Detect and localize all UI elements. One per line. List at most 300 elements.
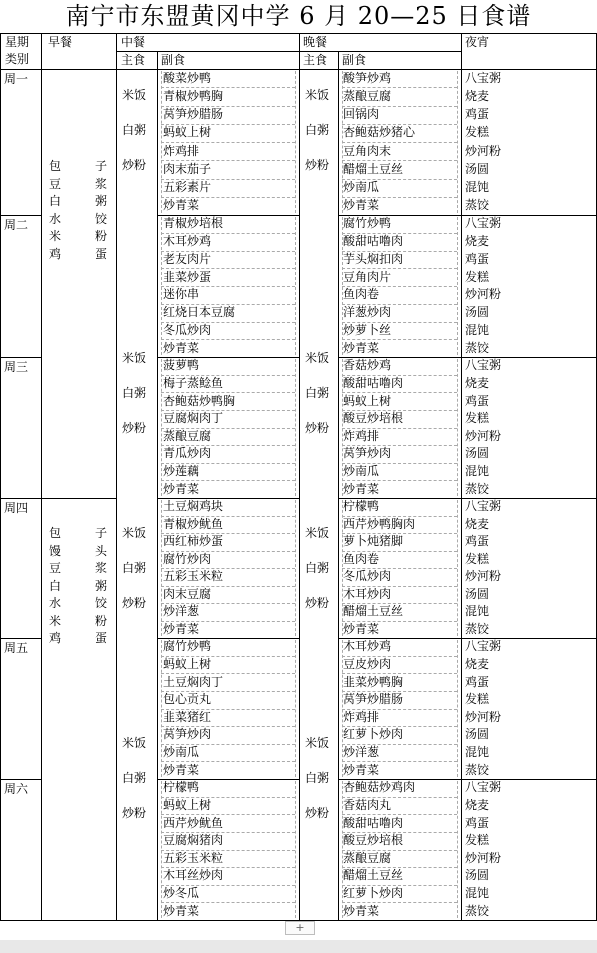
night-snack: 发糕 <box>465 833 490 848</box>
night-snack: 炒河粉 <box>465 850 502 865</box>
lunch-staple: 白粥 <box>122 771 147 785</box>
dinner-dish: 红萝卜炒肉 <box>343 886 404 901</box>
breakfast-item-char: 子 <box>95 159 108 173</box>
cell-divider <box>161 160 295 161</box>
dinner-dish: 炒洋葱 <box>343 745 380 760</box>
dinner-dish: 蒸酿豆腐 <box>343 88 392 103</box>
dinner-staple: 米饭 <box>305 736 330 750</box>
day-label: 周五 <box>4 641 29 655</box>
cell-divider <box>457 640 458 777</box>
table-left-border <box>0 33 1 920</box>
cell-divider <box>161 814 295 815</box>
cell-divider <box>161 709 295 710</box>
night-snack: 炒河粉 <box>465 569 502 584</box>
cell-divider <box>457 781 458 918</box>
dinner-dish: 炒青菜 <box>343 481 380 496</box>
lunch-dish: 腐竹炒肉 <box>163 551 212 566</box>
dinner-dish: 豆角肉末 <box>343 143 392 158</box>
cell-divider <box>342 586 457 587</box>
lunch-dish: 韭菜炒蛋 <box>163 269 212 284</box>
add-sheet-button[interactable]: + <box>285 921 315 935</box>
breakfast-item-char: 水 <box>49 596 62 610</box>
breakfast-item-char: 豆 <box>49 176 62 191</box>
cell-divider <box>342 640 343 777</box>
night-snack: 烧麦 <box>465 234 490 249</box>
cell-divider <box>161 142 295 143</box>
dinner-staple: 米饭 <box>305 526 330 540</box>
cell-divider <box>161 850 295 851</box>
night-snack: 八宝粥 <box>465 70 502 85</box>
breakfast-item-char: 饺 <box>95 596 108 610</box>
lunch-dish: 炒莲藕 <box>163 464 200 479</box>
day-separator <box>0 357 41 358</box>
lunch-dish: 杏鲍菇炒鸭胸 <box>163 393 236 408</box>
header-dinner-side: 副食 <box>342 53 367 67</box>
cell-divider <box>342 500 343 636</box>
dinner-dish: 蚂蚁上树 <box>343 393 392 408</box>
cell-divider <box>342 516 457 517</box>
cell-divider <box>342 568 457 569</box>
cell-divider <box>161 673 295 674</box>
cell-divider <box>161 726 295 727</box>
breakfast-item-char: 粥 <box>95 194 108 208</box>
breakfast-item-char: 包 <box>49 526 62 540</box>
cell-divider <box>342 410 457 411</box>
lunch-staple: 米饭 <box>122 736 147 750</box>
breakfast-item-char: 白 <box>49 578 62 593</box>
lunch-staple: 白粥 <box>122 561 147 575</box>
night-snack: 发糕 <box>465 551 490 566</box>
cell-divider <box>342 124 457 125</box>
cell-divider <box>161 251 295 252</box>
lunch-dish: 莴笋炒肉 <box>163 727 212 742</box>
cell-divider <box>342 322 457 323</box>
dinner-dish: 莴笋炒肉 <box>343 446 392 461</box>
cell-divider <box>161 797 295 798</box>
dinner-staple: 白粥 <box>305 771 330 785</box>
lunch-dish: 韭菜猪红 <box>163 709 212 724</box>
cell-divider <box>342 744 457 745</box>
breakfast-item-char: 馒 <box>49 543 62 558</box>
night-snack: 混饨 <box>465 322 490 337</box>
col-dinner-side-left <box>338 51 339 920</box>
lunch-dish: 青椒炒培根 <box>163 216 224 231</box>
night-snack: 发糕 <box>465 411 490 426</box>
header-breakfast: 早餐 <box>48 35 73 49</box>
cell-divider <box>342 797 457 798</box>
night-snack: 蒸饺 <box>465 621 490 636</box>
dinner-dish: 西芹炒鸭胸肉 <box>343 516 416 531</box>
breakfast-item-char: 蛋 <box>95 246 108 261</box>
night-snack: 蒸饺 <box>465 340 490 355</box>
lunch-dish: 菠萝鸭 <box>163 358 200 373</box>
cell-divider <box>342 621 457 622</box>
night-snack: 炒河粉 <box>465 709 502 724</box>
night-snack: 炒河粉 <box>465 428 502 443</box>
cell-divider <box>161 516 295 517</box>
breakfast-item-char: 米 <box>49 613 62 628</box>
dinner-dish: 萝卜炖猪脚 <box>343 534 404 549</box>
cell-divider <box>342 533 457 534</box>
lunch-dish: 冬瓜炒肉 <box>163 322 212 337</box>
cell-divider <box>161 322 295 323</box>
cell-divider <box>161 392 295 393</box>
cell-divider <box>342 814 457 815</box>
night-snack: 混饨 <box>465 886 490 901</box>
night-snack: 汤圆 <box>465 727 490 742</box>
cell-divider <box>342 286 457 287</box>
header-lunch-staple: 主食 <box>121 53 146 67</box>
night-snack: 烧麦 <box>465 88 490 103</box>
cell-divider <box>161 621 295 622</box>
cell-divider <box>342 761 457 762</box>
day-label: 周二 <box>4 218 29 232</box>
col-lunch-side-left <box>157 51 158 920</box>
night-snack: 鸡蛋 <box>465 674 490 689</box>
day-label: 周六 <box>4 782 29 796</box>
dinner-dish: 炒青菜 <box>343 340 380 355</box>
night-snack: 汤圆 <box>465 305 490 320</box>
cell-divider <box>342 781 343 918</box>
cell-divider <box>295 359 296 496</box>
lunch-dish: 梅子蒸鲶鱼 <box>163 375 224 390</box>
cell-divider <box>161 656 295 657</box>
cell-divider <box>161 781 162 918</box>
cell-divider <box>457 71 458 213</box>
cell-divider <box>161 124 295 125</box>
dinner-dish: 炒南瓜 <box>343 464 380 479</box>
cell-divider <box>161 568 295 569</box>
night-snack: 混饨 <box>465 180 490 195</box>
night-snack: 炒河粉 <box>465 143 502 158</box>
dinner-dish: 鱼肉卷 <box>343 551 380 566</box>
dinner-staple: 米饭 <box>305 88 330 102</box>
cell-divider <box>342 392 457 393</box>
dinner-dish: 洋葱炒肉 <box>343 305 392 320</box>
header-bottom-line <box>0 69 41 70</box>
dinner-dish: 酸笋炒鸡 <box>343 70 392 85</box>
cell-divider <box>161 480 295 481</box>
breakfast-item-char: 鸡 <box>49 246 62 261</box>
cell-divider <box>457 359 458 496</box>
cell-divider <box>457 217 458 355</box>
breakfast-item-char: 蛋 <box>95 631 108 645</box>
lunch-dish: 土豆焖鸡块 <box>163 499 224 514</box>
lunch-staple: 炒粉 <box>122 421 147 435</box>
lunch-dish: 豆腐焖肉丁 <box>163 411 224 426</box>
cell-divider <box>161 761 295 762</box>
lunch-staple: 炒粉 <box>122 596 147 610</box>
cell-divider <box>161 359 162 496</box>
cell-divider <box>161 463 295 464</box>
night-snack: 混饨 <box>465 604 490 619</box>
page-title: 南宁市东盟黄冈中学 6 月 20—25 日食谱 <box>65 2 532 30</box>
breakfast-item-char: 水 <box>49 211 62 226</box>
cell-divider <box>342 867 457 868</box>
cell-divider <box>342 251 457 252</box>
cell-divider <box>342 445 457 446</box>
night-snack: 烧麦 <box>465 656 490 671</box>
cell-divider <box>161 832 295 833</box>
dinner-dish: 回锅肉 <box>343 107 380 122</box>
cell-divider <box>161 106 295 107</box>
lunch-dish: 炸鸡排 <box>163 143 200 158</box>
cell-divider <box>295 640 296 777</box>
breakfast-item-char: 饺 <box>95 211 108 226</box>
breakfast-item-char: 子 <box>95 526 108 540</box>
col-night-left <box>461 33 462 920</box>
cell-divider <box>161 500 162 636</box>
scroll-strip <box>0 940 597 953</box>
cell-divider <box>161 217 162 355</box>
cell-divider <box>161 691 295 692</box>
cell-divider <box>161 339 295 340</box>
cell-divider <box>295 71 296 213</box>
dinner-dish: 醋熘土豆丝 <box>343 868 404 883</box>
col-lunch-left <box>116 33 117 920</box>
cell-divider <box>161 640 162 777</box>
dinner-staple: 白粥 <box>305 561 330 575</box>
cell-divider <box>342 902 457 903</box>
lunch-dish: 炒青菜 <box>163 762 200 777</box>
cell-divider <box>342 480 457 481</box>
night-snack: 八宝粥 <box>465 358 502 373</box>
night-snack: 混饨 <box>465 745 490 760</box>
dinner-dish: 酸豆炒培根 <box>343 833 404 848</box>
lunch-staple: 米饭 <box>122 88 147 102</box>
lunch-staple: 米饭 <box>122 351 147 365</box>
dinner-dish: 杏鲍菇炒猪心 <box>343 125 416 140</box>
dinner-staple: 炒粉 <box>305 806 330 820</box>
cell-divider <box>161 375 295 376</box>
cell-divider <box>342 359 343 496</box>
lunch-dish: 五彩素片 <box>163 180 212 195</box>
dinner-dish: 炒南瓜 <box>343 180 380 195</box>
night-snack: 汤圆 <box>465 161 490 176</box>
cell-divider <box>161 87 295 88</box>
cell-divider <box>161 179 295 180</box>
breakfast-block-separator <box>41 498 116 499</box>
cell-divider <box>161 603 295 604</box>
lunch-dish: 炒青菜 <box>163 340 200 355</box>
lunch-dish: 五彩玉米粒 <box>163 850 224 865</box>
header-lunch-side: 副食 <box>161 53 186 67</box>
cell-divider <box>342 885 457 886</box>
header-lunch: 中餐 <box>121 35 146 49</box>
dinner-dish: 酸豆炒培根 <box>343 411 404 426</box>
night-snack: 蒸饺 <box>465 762 490 777</box>
header-category: 类别 <box>5 52 30 66</box>
dinner-dish: 鱼肉卷 <box>343 287 380 302</box>
cell-divider <box>295 781 296 918</box>
lunch-dish: 腐竹炒鸭 <box>163 639 212 654</box>
lunch-staple: 炒粉 <box>122 158 147 172</box>
breakfast-item-char: 粉 <box>95 613 108 628</box>
dinner-dish: 腐竹炒鸭 <box>343 216 392 231</box>
night-snack: 八宝粥 <box>465 499 502 514</box>
night-snack: 混饨 <box>465 464 490 479</box>
lunch-dish: 蒸酿豆腐 <box>163 428 212 443</box>
lunch-staple: 白粥 <box>122 386 147 400</box>
cell-divider <box>161 233 295 234</box>
dinner-dish: 炸鸡排 <box>343 709 380 724</box>
lunch-dish: 肉末豆腐 <box>163 586 212 601</box>
cell-divider <box>161 533 295 534</box>
lunch-dish: 莴笋炒腊肠 <box>163 107 224 122</box>
breakfast-item-char: 白 <box>49 194 62 208</box>
lunch-dish: 西红柿炒蛋 <box>163 534 224 549</box>
lunch-dish: 青瓜炒肉 <box>163 446 212 461</box>
cell-divider <box>342 268 457 269</box>
cell-divider <box>161 551 295 552</box>
cell-divider <box>342 428 457 429</box>
night-snack: 汤圆 <box>465 446 490 461</box>
lunch-dish: 红烧日本豆腐 <box>163 305 236 320</box>
lunch-dish: 西芹炒鱿鱼 <box>163 815 224 830</box>
cell-divider <box>342 656 457 657</box>
dinner-dish: 炒青菜 <box>343 621 380 636</box>
cell-divider <box>161 902 295 903</box>
dinner-dish: 炒青菜 <box>343 903 380 918</box>
cell-divider <box>161 867 295 868</box>
dinner-staple: 白粥 <box>305 386 330 400</box>
cell-divider <box>342 709 457 710</box>
header-bottom-line <box>41 69 597 70</box>
cell-divider <box>342 160 457 161</box>
cell-divider <box>161 197 295 198</box>
col-dinner-left <box>299 33 300 920</box>
breakfast-item-char: 豆 <box>49 561 62 575</box>
cell-divider <box>342 87 457 88</box>
day-separator <box>0 638 41 639</box>
cell-divider <box>161 286 295 287</box>
dinner-dish: 酸甜咕噜肉 <box>343 234 404 249</box>
breakfast-item-char: 粥 <box>95 578 108 593</box>
night-snack: 烧麦 <box>465 375 490 390</box>
dinner-dish: 醋熘土豆丝 <box>343 161 404 176</box>
cell-divider <box>161 744 295 745</box>
night-snack: 炒河粉 <box>465 287 502 302</box>
cell-divider <box>342 850 457 851</box>
lunch-dish: 蚂蚁上树 <box>163 125 212 140</box>
night-snack: 八宝粥 <box>465 780 502 795</box>
dinner-dish: 柠檬鸭 <box>343 499 380 514</box>
header-night: 夜宵 <box>465 35 490 49</box>
breakfast-item-char: 包 <box>49 159 62 173</box>
dinner-dish: 芋头焖扣肉 <box>343 251 404 266</box>
dinner-dish: 红萝卜炒肉 <box>343 727 404 742</box>
dinner-dish: 韭菜炒鸭胸 <box>343 674 404 689</box>
cell-divider <box>161 586 295 587</box>
cell-divider <box>342 217 343 355</box>
lunch-staple: 白粥 <box>122 123 147 137</box>
dinner-dish: 蒸酿豆腐 <box>343 850 392 865</box>
dinner-staple: 炒粉 <box>305 158 330 172</box>
night-snack: 八宝粥 <box>465 639 502 654</box>
cell-divider <box>342 551 457 552</box>
lunch-dish: 酸菜炒鸭 <box>163 70 212 85</box>
dinner-dish: 香菇炒鸡 <box>343 358 392 373</box>
lunch-dish: 豆腐焖猪肉 <box>163 833 224 848</box>
cell-divider <box>161 304 295 305</box>
cell-divider <box>342 179 457 180</box>
lunch-dish: 炒青菜 <box>163 903 200 918</box>
lunch-dish: 炒青菜 <box>163 621 200 636</box>
dinner-dish: 豆皮炒肉 <box>343 656 392 671</box>
night-snack: 汤圆 <box>465 586 490 601</box>
day-separator <box>0 498 41 499</box>
dinner-dish: 杏鲍菇炒鸡肉 <box>343 780 416 795</box>
day-separator <box>0 779 41 780</box>
dinner-dish: 醋熘土豆丝 <box>343 604 404 619</box>
lunch-dish: 青椒炒鱿鱼 <box>163 516 224 531</box>
dinner-dish: 豆角肉片 <box>343 269 392 284</box>
cell-divider <box>342 106 457 107</box>
cell-divider <box>342 726 457 727</box>
cell-divider <box>161 410 295 411</box>
night-snack: 蒸饺 <box>465 481 490 496</box>
day-label: 周四 <box>4 501 29 515</box>
day-separator <box>0 215 41 216</box>
header-week: 星期 <box>5 35 30 49</box>
lunch-dish: 包心贡丸 <box>163 692 212 707</box>
lunch-dish: 老友肉片 <box>163 251 212 266</box>
breakfast-item-char: 粉 <box>95 229 108 243</box>
dinner-dish: 木耳炒鸡 <box>343 639 392 654</box>
cell-divider <box>161 268 295 269</box>
lunch-dish: 青椒炒鸭胸 <box>163 88 224 103</box>
night-snack: 发糕 <box>465 125 490 140</box>
breakfast-item-char: 米 <box>49 229 62 243</box>
night-snack: 烧麦 <box>465 516 490 531</box>
day-label: 周三 <box>4 360 29 374</box>
cell-divider <box>342 832 457 833</box>
header-dinner: 晚餐 <box>303 35 328 49</box>
cell-divider <box>342 71 343 213</box>
lunch-dish: 迷你串 <box>163 287 200 302</box>
dinner-staple: 白粥 <box>305 123 330 137</box>
dinner-staple: 炒粉 <box>305 596 330 610</box>
dinner-dish: 酸甜咕噜肉 <box>343 375 404 390</box>
lunch-dish: 炒青菜 <box>163 481 200 496</box>
night-snack: 发糕 <box>465 692 490 707</box>
cell-divider <box>342 304 457 305</box>
dinner-dish: 炒萝卜丝 <box>343 322 392 337</box>
dinner-dish: 香菇肉丸 <box>343 797 392 812</box>
dinner-staple: 炒粉 <box>305 421 330 435</box>
dinner-dish: 炸鸡排 <box>343 428 380 443</box>
lunch-dish: 木耳丝炒肉 <box>163 868 224 883</box>
cell-divider <box>457 500 458 636</box>
cell-divider <box>161 885 295 886</box>
cell-divider <box>342 603 457 604</box>
day-label: 周一 <box>4 72 29 86</box>
lunch-dish: 五彩玉米粒 <box>163 569 224 584</box>
lunch-dish: 炒冬瓜 <box>163 886 200 901</box>
cell-divider <box>342 339 457 340</box>
breakfast-item-char: 鸡 <box>49 631 62 645</box>
dinner-dish: 莴笋炒腊肠 <box>343 692 404 707</box>
cell-divider <box>342 375 457 376</box>
dinner-dish: 木耳炒肉 <box>343 586 392 601</box>
lunch-dish: 蚂蚁上树 <box>163 797 212 812</box>
lunch-staple: 米饭 <box>122 526 147 540</box>
night-snack: 蒸饺 <box>465 198 490 213</box>
cell-divider <box>161 445 295 446</box>
cell-divider <box>342 673 457 674</box>
cell-divider <box>295 217 296 355</box>
night-snack: 鸡蛋 <box>465 393 490 408</box>
